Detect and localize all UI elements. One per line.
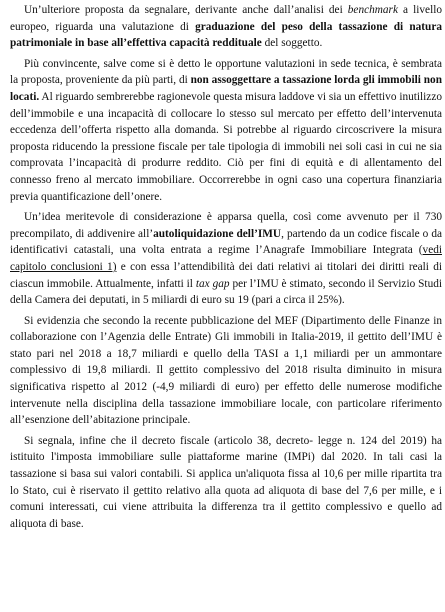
text-run: del soggetto. (261, 37, 323, 50)
text-run: ciascun immobile. Attualmente, infatti il (10, 277, 196, 290)
text-line (10, 209, 442, 226)
text-line (10, 483, 442, 500)
text-line (10, 2, 442, 19)
text-run: e con essa l’attendibilità dei dati relativi ai titolari dei diritti reali di (116, 260, 443, 273)
text-line (10, 276, 442, 293)
text-line (10, 292, 442, 309)
cross-reference-link[interactable]: capitolo conclusioni 1) (10, 260, 117, 273)
text-line (10, 89, 442, 106)
text-line (10, 259, 442, 276)
text-line (10, 499, 442, 516)
text-run: dell’immobile e una incapacità di collocare lo stesso sul mercato per effetto dell’intervenuta (10, 107, 442, 120)
text-run: la proposta, proveniente da più parti, di (10, 74, 191, 87)
text-line (10, 155, 442, 172)
text-run: identificativi catastali, una volta entrata a regime l’Anagrafe Immobiliare Integrata ( (10, 244, 423, 257)
text-run: Al riguardo sembrerebbe ragionevole questa misura laddove vi sia un effettivo inutilizzo (39, 90, 442, 103)
text-run: proposta riducendo la pressione fiscale per tale tipologia di immobili nei soli casi in cui ne sia (10, 140, 442, 153)
text-line (10, 72, 442, 89)
text-line (10, 346, 442, 363)
text-run: comuni interessati, cui viene attribuita la differenza tra il gettito complessivo e quello ad (10, 501, 442, 514)
text-run: eccedenza dell’offerta rispetto alla domanda. Si potrebbe al riguardo circoscrivere la misura (10, 124, 442, 137)
document-page (10, 2, 442, 536)
text-run: graduazione del peso della tassazione di natura (195, 20, 442, 33)
text-run: previa quantificazione dell’onere. (10, 190, 163, 203)
text-line (10, 516, 442, 533)
text-line (10, 313, 442, 330)
text-run: lo Stato, cui è riservato il gettito relativo alla quota ad aliquota di base del 7,6 per mille, e i (10, 484, 442, 497)
paragraph-p5 (10, 433, 442, 533)
text-line (10, 412, 442, 429)
text-line (10, 242, 442, 259)
text-line (10, 19, 442, 36)
paragraph-p4 (10, 313, 442, 429)
text-run: tassazione si basa sui valori contabili. Si applica un'aliquota fissa al 10,6 per mille ripartita tra (10, 468, 442, 481)
text-run: intervenute nella disciplina della tassazione immobiliare locale, con particolare riferimento (10, 397, 442, 410)
text-line (10, 139, 442, 156)
text-run: collaborazione con l’Agenzia delle Entrate) Gli immobili in Italia-2019, il gettito dell’IMU è (10, 331, 442, 344)
text-line (10, 56, 442, 73)
text-run: Un’ulteriore proposta da segnalare, derivante anche dall’analisi dei (24, 4, 348, 16)
text-line (10, 172, 442, 189)
text-run: Un’idea meritevole di considerazione è apparsa quella, così come avvenuto per il 730 (24, 211, 442, 224)
text-run: Più convincente, salve come si è detto le opportune valutazioni in sede tecnica, è sembrata (24, 57, 442, 70)
text-line (10, 466, 442, 483)
paragraph-p1 (10, 2, 442, 52)
text-run: aliquota di base. (10, 517, 84, 530)
text-run: comprovata l’incapacità di produrre reddito. Ciò per fini di equità e di allentamento del (10, 157, 442, 170)
text-run: precompilato, di addivenire all’ (10, 227, 154, 240)
text-line (10, 329, 442, 346)
text-run: complessivo di 19,8 miliardi. Il gettito complessivo del 2018 risulta diminuito in misura (10, 364, 442, 377)
text-run: all’esenzione dell’abitazione principale. (10, 414, 191, 427)
text-run: Si evidenzia che secondo la recente pubblicazione del MEF (Dipartimento delle Finanze in (24, 314, 442, 327)
text-run: locati. (10, 90, 40, 103)
text-run: autoliquidazione dell’IMU (153, 227, 282, 240)
text-line (10, 106, 442, 123)
text-line (10, 379, 442, 396)
text-run: , partendo da un codice fiscale o da (281, 227, 443, 240)
text-run: tax gap (195, 277, 230, 290)
text-run: significativa rispetto al 2012 (-4,9 miliardi di euro) per effetto delle numerose modifiche (10, 381, 442, 394)
text-run: istituito l'imposta immobiliare sulle piattaforme marine (IMPi) dal 2020. In tali casi la (10, 451, 442, 464)
text-line (10, 226, 442, 243)
text-run: benchmark (347, 4, 398, 16)
text-run: connesso freno al mercato immobiliare. Occorrerebbe in ogni caso una copertura finanziaria (10, 173, 442, 186)
text-line (10, 449, 442, 466)
text-run: per l’IMU è stimato, secondo il Servizio Studi (229, 277, 443, 290)
text-line (10, 396, 442, 413)
text-run: patrimoniale in base all’effettiva capacità reddituale (10, 37, 262, 50)
text-line (10, 35, 442, 52)
text-run: della Camera dei deputati, in 5 miliardi di euro su 19 (pari a circa il 25%). (10, 294, 345, 307)
text-run: Si segnala, infine che il decreto fiscale (articolo 38, decreto- legge n. 124 del 2019) ha (24, 434, 442, 447)
text-run: stato pari nel 2018 a 18,7 miliardi e quello della TASI a 1,1 miliardi per un ammontare (10, 347, 442, 360)
text-line (10, 433, 442, 450)
text-line (10, 362, 442, 379)
paragraph-p2 (10, 56, 442, 205)
text-run: europeo, riguarda una valutazione di (10, 20, 196, 33)
cross-reference-link[interactable]: vedi (422, 244, 442, 257)
paragraph-p3 (10, 209, 442, 309)
text-run: non assoggettare a tassazione lorda gli immobili non (190, 74, 442, 87)
text-line (10, 122, 442, 139)
text-run: a livello (397, 4, 442, 16)
text-line (10, 189, 442, 206)
